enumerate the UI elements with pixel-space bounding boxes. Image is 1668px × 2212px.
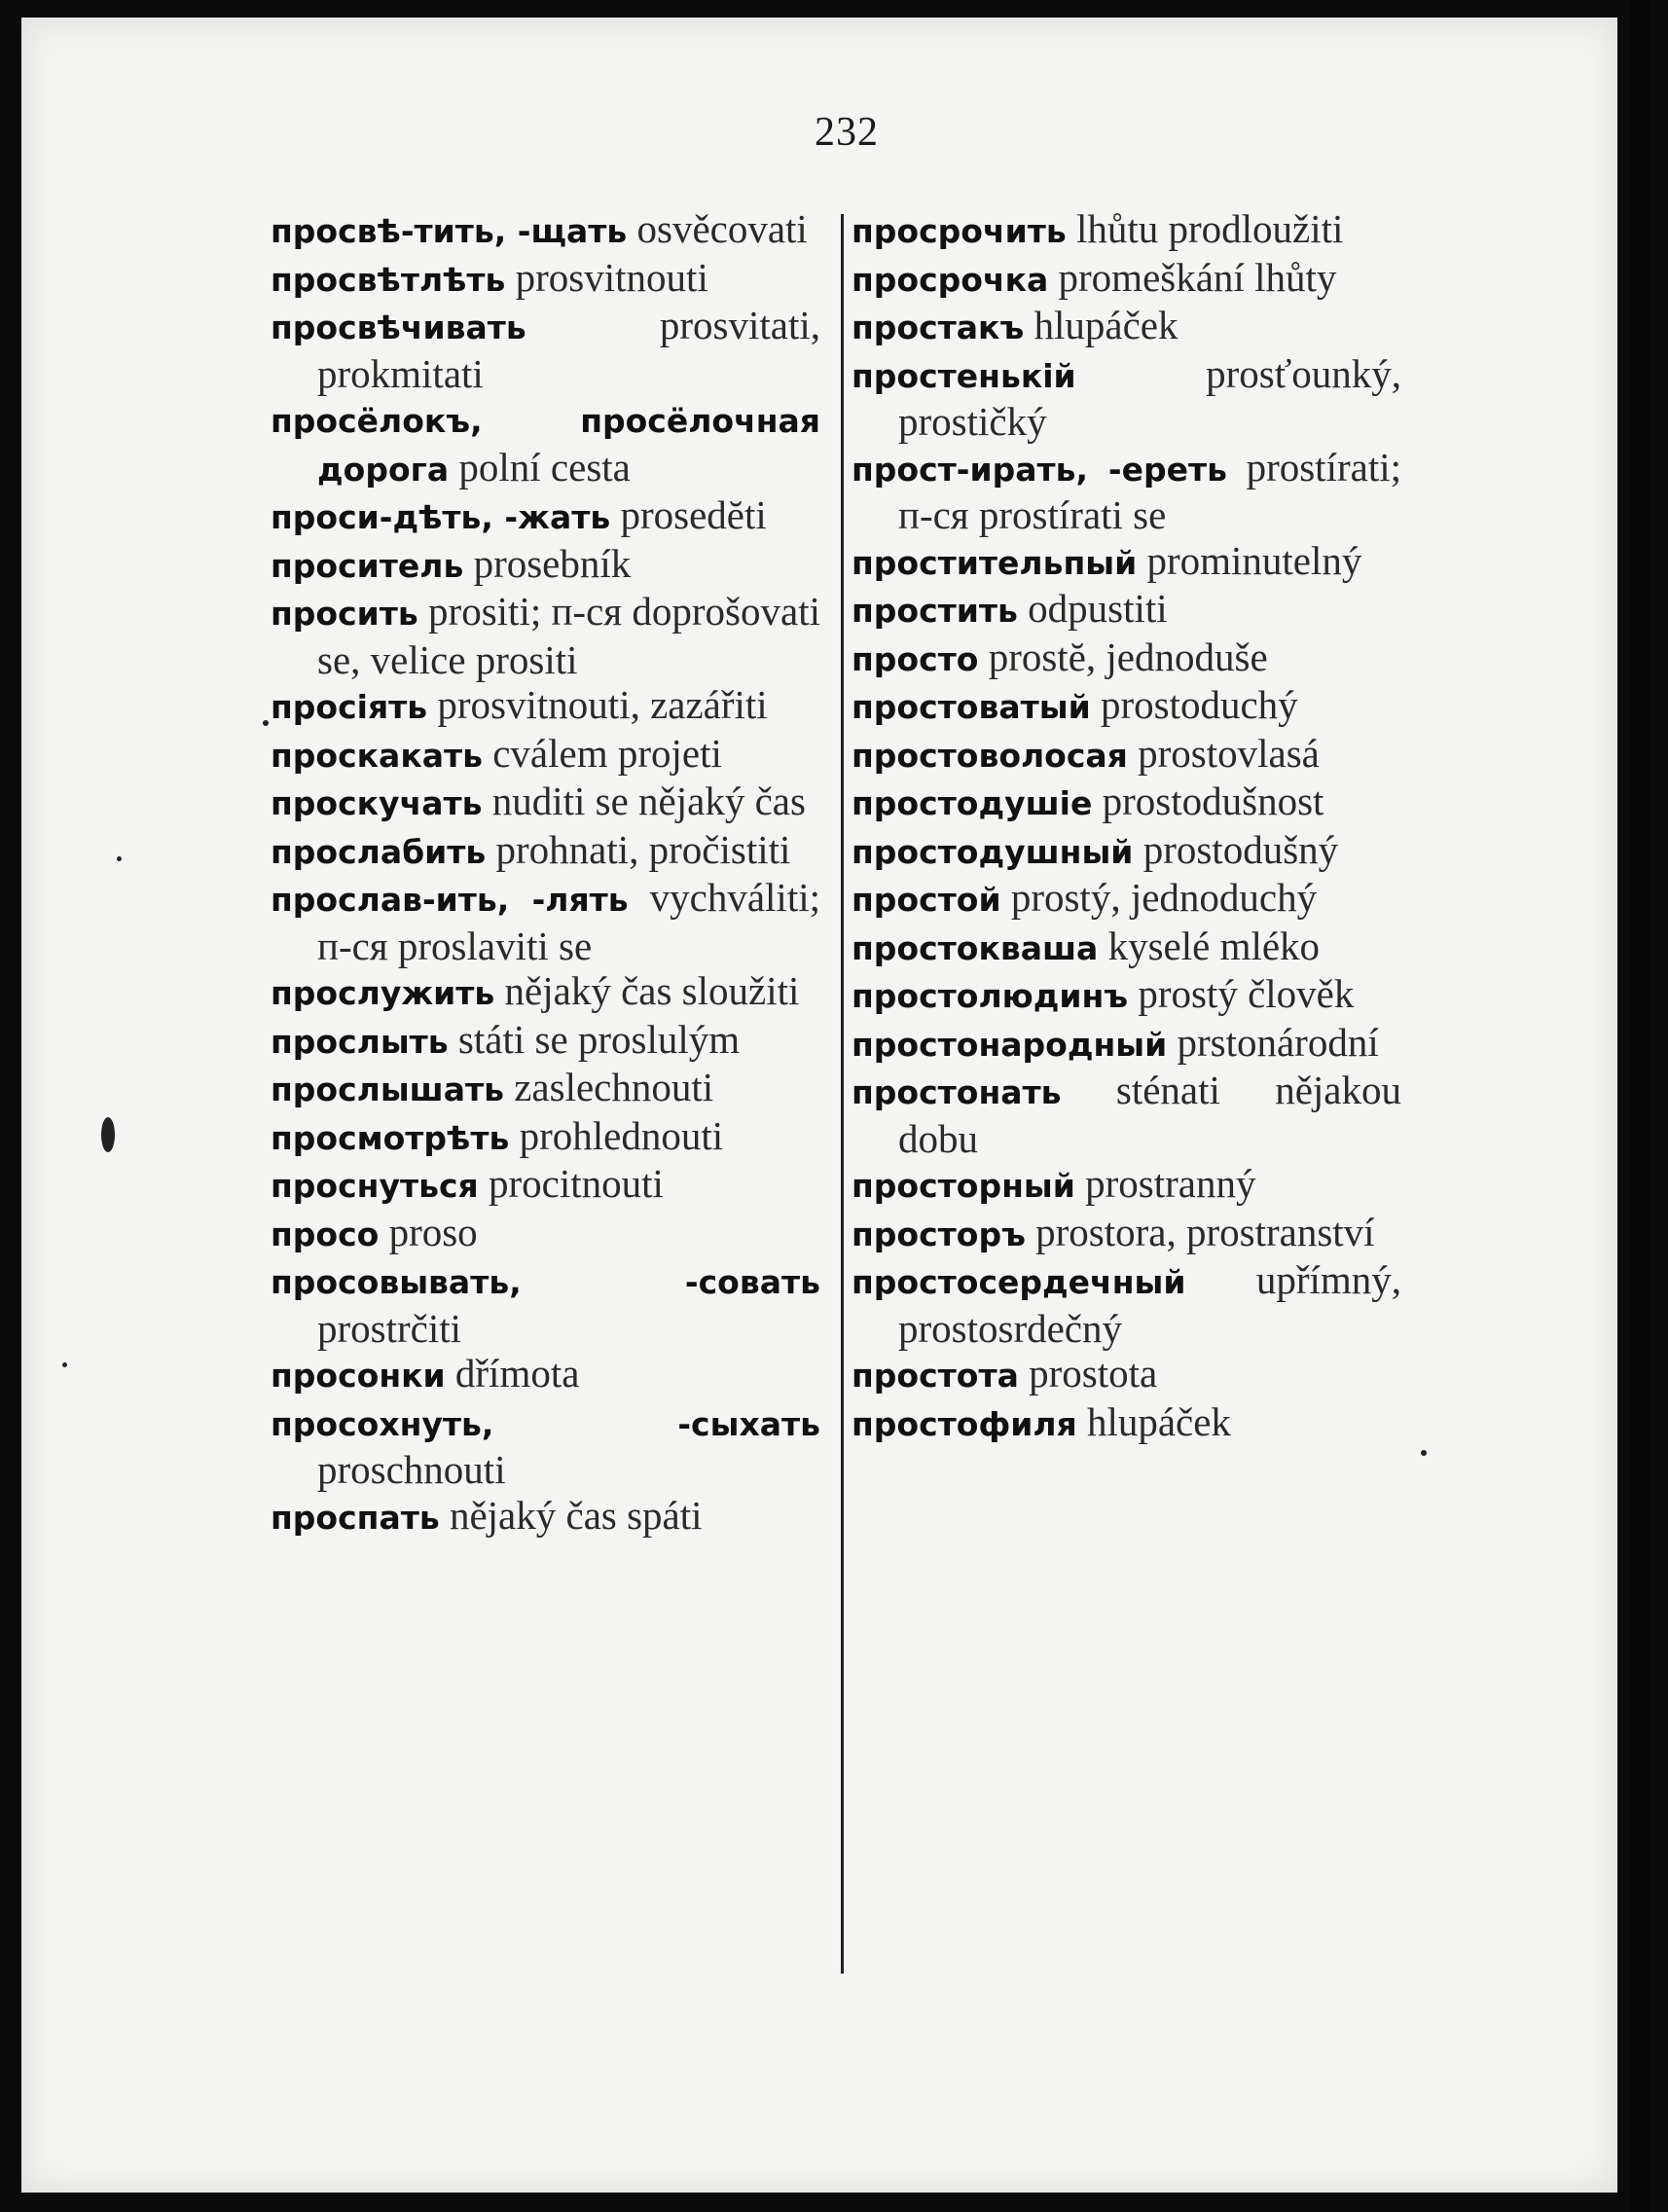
entry-headword: простоватый [852, 688, 1091, 726]
dictionary-entry [271, 541, 820, 590]
entry-headword: просвѣтлѣть [271, 260, 506, 299]
entry-headword: проспать [271, 1498, 440, 1537]
dictionary-entry [852, 1068, 1401, 1161]
entry-translation: nuditi se nějaký čas [491, 779, 806, 823]
entry-headword: просовывать, -совать [271, 1263, 820, 1301]
entry-headword: простолюдинъ [852, 977, 1129, 1015]
dictionary-entry [852, 731, 1401, 780]
entry-headword: проси-дѣть, -жать [271, 498, 611, 536]
entry-translation: prohlednouti [519, 1112, 724, 1158]
dictionary-entry [852, 682, 1401, 731]
entry-translation: prostý, jednoduchý [1010, 875, 1318, 920]
dictionary-entry [852, 586, 1401, 635]
entry-translation: prostovlasá [1138, 730, 1320, 776]
dictionary-entry [271, 1493, 820, 1541]
dictionary-entry [271, 1257, 820, 1351]
scan-speck [263, 720, 269, 726]
entry-translation: prostoduchý [1100, 682, 1298, 727]
dictionary-entry [271, 1351, 820, 1399]
entry-translation: prostodušnost [1102, 779, 1324, 823]
entry-translation: prostranný [1085, 1161, 1256, 1206]
dictionary-entry [271, 1210, 820, 1258]
entry-headword: просить [271, 595, 418, 633]
entry-headword: простоволосая [852, 736, 1128, 775]
dictionary-entry [271, 303, 820, 396]
entry-translation: prosedĕti [620, 492, 767, 537]
entry-headword: простодушіе [852, 784, 1093, 822]
left-column [271, 206, 820, 1541]
entry-headword: прост-ирать, -ереть [852, 450, 1227, 489]
entry-translation: prostý člověk [1138, 971, 1355, 1016]
entry-headword: просторный [852, 1167, 1075, 1205]
entry-headword: просмотрѣть [271, 1118, 510, 1157]
entry-headword: простокваша [852, 928, 1099, 967]
dictionary-entry [271, 779, 820, 827]
dictionary-entry [271, 968, 820, 1017]
entry-headword: простить [852, 592, 1018, 630]
dictionary-entry [271, 396, 820, 492]
entry-translation: proschnouti [317, 1447, 506, 1492]
entry-translation: cválem projeti [492, 730, 722, 776]
scan-speck [1421, 1450, 1427, 1456]
dictionary-entry [852, 635, 1401, 683]
entry-translation: prostĕ, jednoduše [988, 634, 1268, 679]
entry-headword: проситель [271, 546, 464, 585]
entry-translation: lhůtu prodloužiti [1075, 206, 1344, 251]
dictionary-entry [271, 255, 820, 304]
scan-speck [62, 1362, 67, 1367]
dictionary-entry [271, 731, 820, 780]
dictionary-entry [271, 1399, 820, 1493]
dictionary-entry [852, 255, 1401, 304]
entry-translation: prosvitnouti, zazářiti [437, 682, 768, 727]
entry-headword: прослыть [271, 1022, 449, 1061]
dictionary-entry [852, 1351, 1401, 1399]
entry-headword: простота [852, 1357, 1019, 1395]
dictionary-entry [852, 1399, 1401, 1448]
entry-translation: státi se proslulým [457, 1016, 741, 1062]
dictionary-entry [852, 971, 1401, 1020]
entry-headword: просёлокъ, просёлочная дорога [271, 402, 820, 489]
dictionary-entry [271, 206, 820, 255]
entry-translation: osvěcovati [636, 206, 808, 251]
dictionary-entry [271, 875, 820, 968]
entry-headword: просіять [271, 688, 428, 726]
entry-headword: просвѣчивать [271, 308, 526, 346]
entry-headword: прослабить [271, 832, 487, 871]
dictionary-entry [852, 351, 1401, 445]
entry-headword: просрочка [852, 260, 1049, 299]
entry-headword: просонки [271, 1357, 446, 1395]
entry-headword: простенькій [852, 356, 1076, 395]
entry-headword: просторъ [852, 1215, 1026, 1253]
entry-translation: odpustiti [1028, 586, 1168, 631]
dictionary-entry [852, 1257, 1401, 1351]
dictionary-entry [852, 779, 1401, 827]
column-divider [841, 214, 844, 1974]
entry-headword: простонародный [852, 1025, 1168, 1064]
entry-translation: prosťounký, prostičký [898, 350, 1401, 444]
dictionary-entry [852, 1210, 1401, 1258]
page-number: 232 [815, 110, 879, 155]
entry-translation: prosvitati, prokmitati [317, 303, 820, 396]
entry-translation: prominutelný [1146, 537, 1362, 583]
entry-translation: nějaký čas spáti [449, 1492, 703, 1538]
dictionary-entry [852, 206, 1401, 255]
dictionary-entry [271, 1017, 820, 1066]
scan-speck [101, 1117, 115, 1152]
scan-speck [117, 856, 122, 861]
page-edge-shadow [1631, 0, 1650, 2212]
entry-headword: простофиля [852, 1404, 1077, 1443]
dictionary-entry [852, 1161, 1401, 1210]
dictionary-entry [852, 538, 1401, 587]
entry-translation: sténati nějakou dobu [898, 1068, 1402, 1161]
dictionary-entry [852, 1020, 1401, 1069]
entry-translation: procitnouti [488, 1161, 664, 1206]
dictionary-entry [852, 445, 1401, 538]
entry-translation: prostrčiti [317, 1305, 462, 1351]
entry-translation: prohnati, pročistiti [495, 826, 791, 872]
entry-headword: просто [852, 639, 979, 678]
entry-translation: hlupáček [1086, 1398, 1231, 1444]
dictionary-entry [852, 875, 1401, 924]
dictionary-entry [271, 492, 820, 541]
dictionary-entry [271, 1113, 820, 1162]
entry-headword: просрочить [852, 212, 1067, 250]
dictionary-entry [271, 682, 820, 731]
entry-headword: простой [852, 881, 1001, 919]
entry-headword: проскакать [271, 736, 483, 775]
dictionary-entry [852, 303, 1401, 351]
entry-headword: простительпый [852, 543, 1138, 582]
entry-translation: vychváliti; п-ся proslaviti se [317, 875, 820, 968]
entry-translation: prosvitnouti [515, 254, 708, 300]
dictionary-entry [271, 827, 820, 876]
dictionary-entry [271, 1161, 820, 1210]
entry-translation: proso [388, 1209, 478, 1254]
entry-headword: проскучать [271, 784, 483, 822]
entry-headword: прослав-ить, -лять [271, 881, 629, 919]
entry-headword: простакъ [852, 308, 1025, 346]
entry-translation: upřímný, prostosrdečný [898, 1257, 1401, 1351]
entry-translation: dřímota [454, 1351, 580, 1396]
dictionary-entry [271, 1065, 820, 1113]
entry-translation: zaslechnouti [514, 1065, 714, 1109]
dictionary-entry [852, 924, 1401, 972]
entry-headword: проснуться [271, 1167, 479, 1205]
entry-translation: prostodušný [1142, 826, 1339, 872]
entry-translation: promeškání lhůty [1058, 254, 1337, 300]
entry-translation: kyselé mléko [1107, 923, 1321, 968]
entry-translation: nějaký čas sloužiti [504, 968, 800, 1013]
entry-translation: prostírati; п-ся prostírati se [898, 444, 1401, 537]
entry-translation: prostota [1029, 1351, 1158, 1396]
entry-translation: prosebník [473, 540, 632, 586]
entry-headword: просо [271, 1215, 380, 1253]
entry-translation: polní cesta [458, 444, 631, 490]
dictionary-entry [852, 827, 1401, 876]
entry-headword: простонать [852, 1073, 1062, 1111]
entry-headword: просвѣ-тить, -щать [271, 212, 628, 250]
entry-translation: prositi; п-ся doprošovati se, velice prositi [317, 589, 820, 682]
dictionary-entry [271, 589, 820, 682]
right-column [852, 206, 1401, 1447]
entry-headword: прослужить [271, 974, 495, 1012]
entry-headword: простосердечный [852, 1263, 1186, 1301]
entry-headword: простодушный [852, 832, 1134, 871]
entry-headword: прослышать [271, 1070, 504, 1108]
entry-translation: prostora, prostranství [1035, 1209, 1375, 1254]
entry-translation: hlupáček [1033, 303, 1178, 347]
entry-translation: prstonárodní [1177, 1019, 1379, 1065]
entry-headword: просохнуть, -сыхать [271, 1404, 820, 1443]
